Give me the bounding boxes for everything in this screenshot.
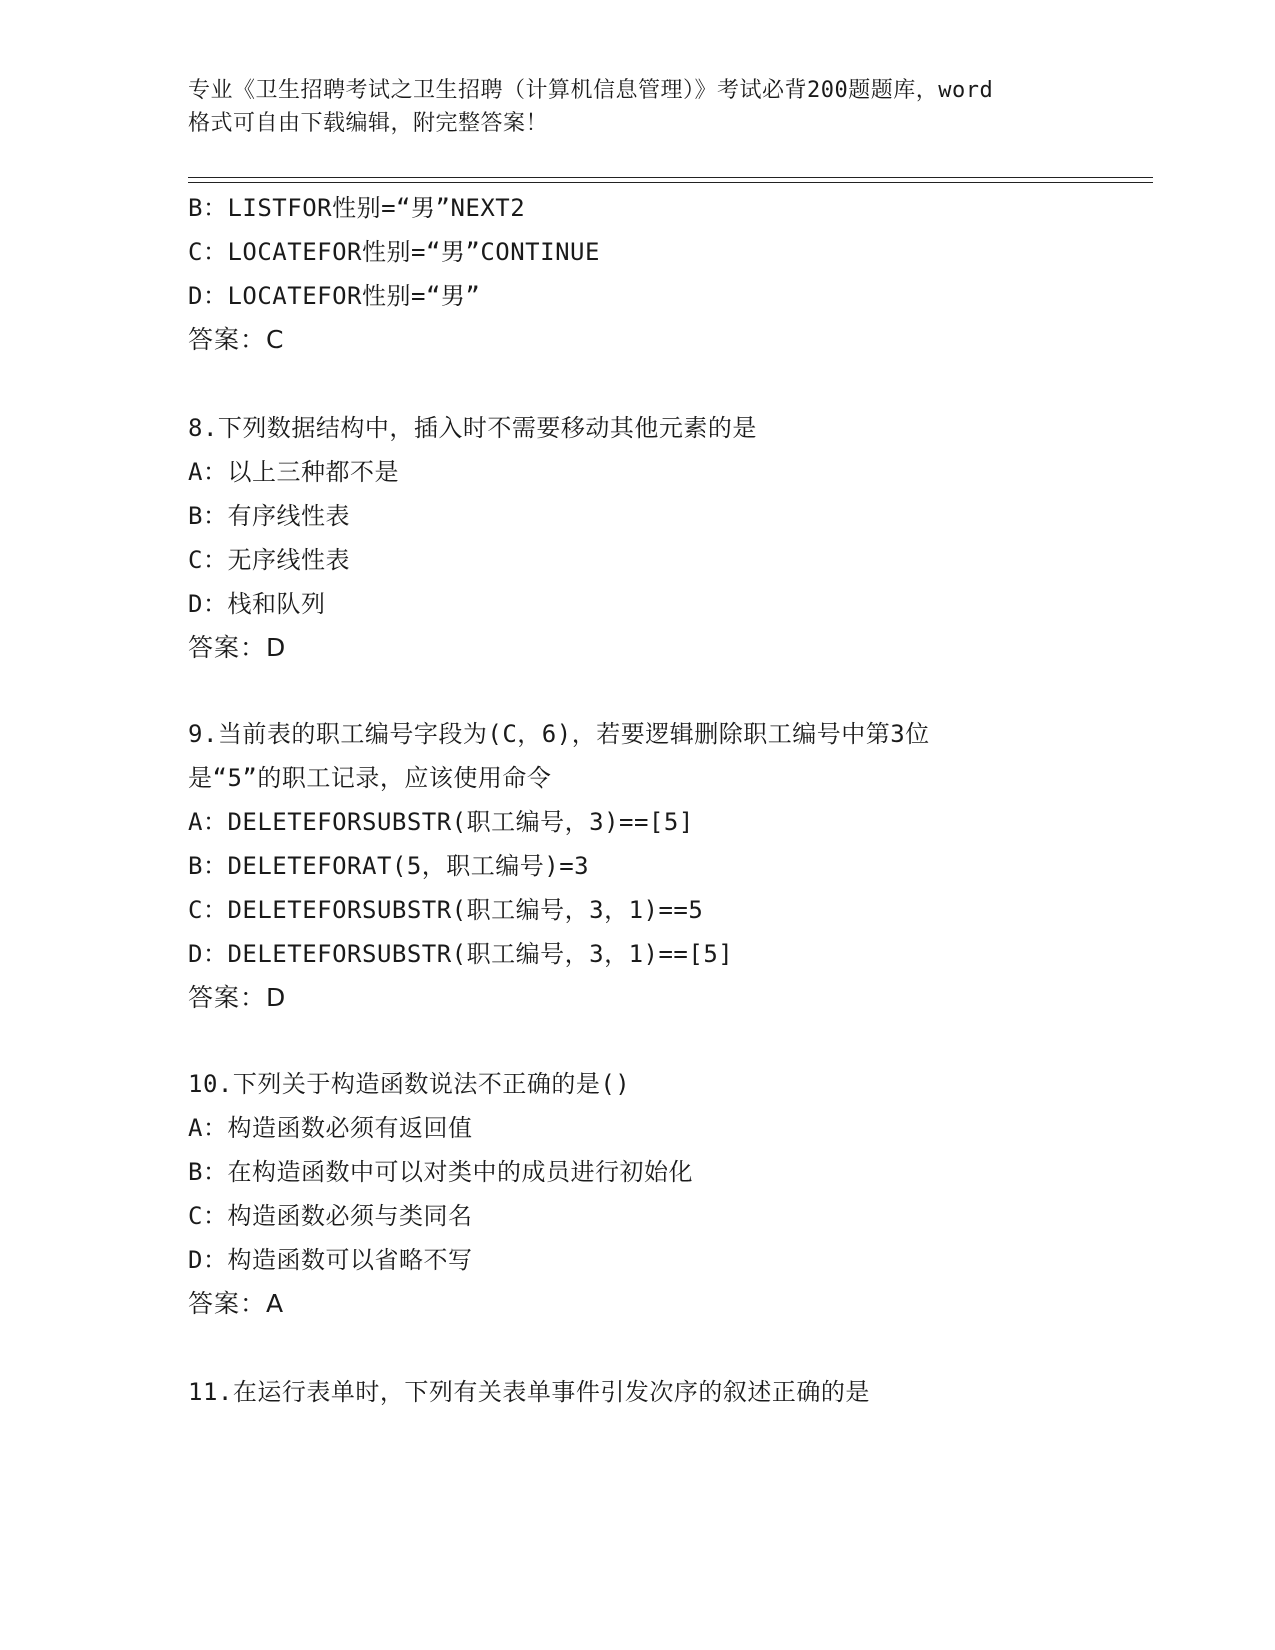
- q9-option-b: B：DELETEFORAT(5，职工编号)=3: [188, 852, 590, 880]
- q8-option-a: A：以上三种都不是: [188, 458, 399, 486]
- q10-option-b: B：在构造函数中可以对类中的成员进行初始化: [188, 1158, 693, 1186]
- q9-option-c: C：DELETEFORSUBSTR(职工编号，3，1)==5: [188, 896, 704, 924]
- q9-option-d: D：DELETEFORSUBSTR(职工编号，3，1)==[5]: [188, 940, 734, 968]
- q8-question: 8.下列数据结构中，插入时不需要移动其他元素的是: [188, 414, 757, 442]
- q9-option-a: A：DELETEFORSUBSTR(职工编号，3)==[5]: [188, 808, 694, 836]
- q10-answer: 答案：A: [188, 1289, 285, 1318]
- header-divider-top: [188, 177, 1153, 178]
- q11-question: 11.在运行表单时，下列有关表单事件引发次序的叙述正确的是: [188, 1378, 870, 1406]
- q7-option-d: D：LOCATEFOR性别=“男”: [188, 282, 481, 310]
- q8-answer: 答案：D: [188, 633, 287, 662]
- q10-option-d: D：构造函数可以省略不写: [188, 1246, 473, 1274]
- title-line-1: 专业《卫生招聘考试之卫生招聘（计算机信息管理）》考试必背200题题库，word: [188, 78, 994, 103]
- header-divider-bottom: [188, 182, 1153, 183]
- q9-question-line-2: 是“5”的职工记录，应该使用命令: [188, 764, 552, 792]
- q8-option-d: D：栈和队列: [188, 590, 326, 618]
- q8-option-c: C：无序线性表: [188, 546, 350, 574]
- q10-question: 10.下列关于构造函数说法不正确的是(): [188, 1070, 631, 1098]
- q9-answer: 答案：D: [188, 983, 287, 1012]
- q9-question-line-1: 9.当前表的职工编号字段为(C，6)，若要逻辑删除职工编号中第3位: [188, 720, 930, 748]
- document-title: [188, 74, 1088, 140]
- q7-answer: 答案：C: [188, 325, 285, 354]
- title-line-2: 格式可自由下载编辑，附完整答案！: [188, 111, 549, 136]
- q10-option-a: A：构造函数必须有返回值: [188, 1114, 473, 1142]
- q7-option-b: B：LISTFOR性别=“男”NEXT2: [188, 194, 526, 222]
- q7-option-c: C：LOCATEFOR性别=“男”CONTINUE: [188, 238, 600, 266]
- q10-option-c: C：构造函数必须与类同名: [188, 1202, 473, 1230]
- q8-option-b: B：有序线性表: [188, 502, 350, 530]
